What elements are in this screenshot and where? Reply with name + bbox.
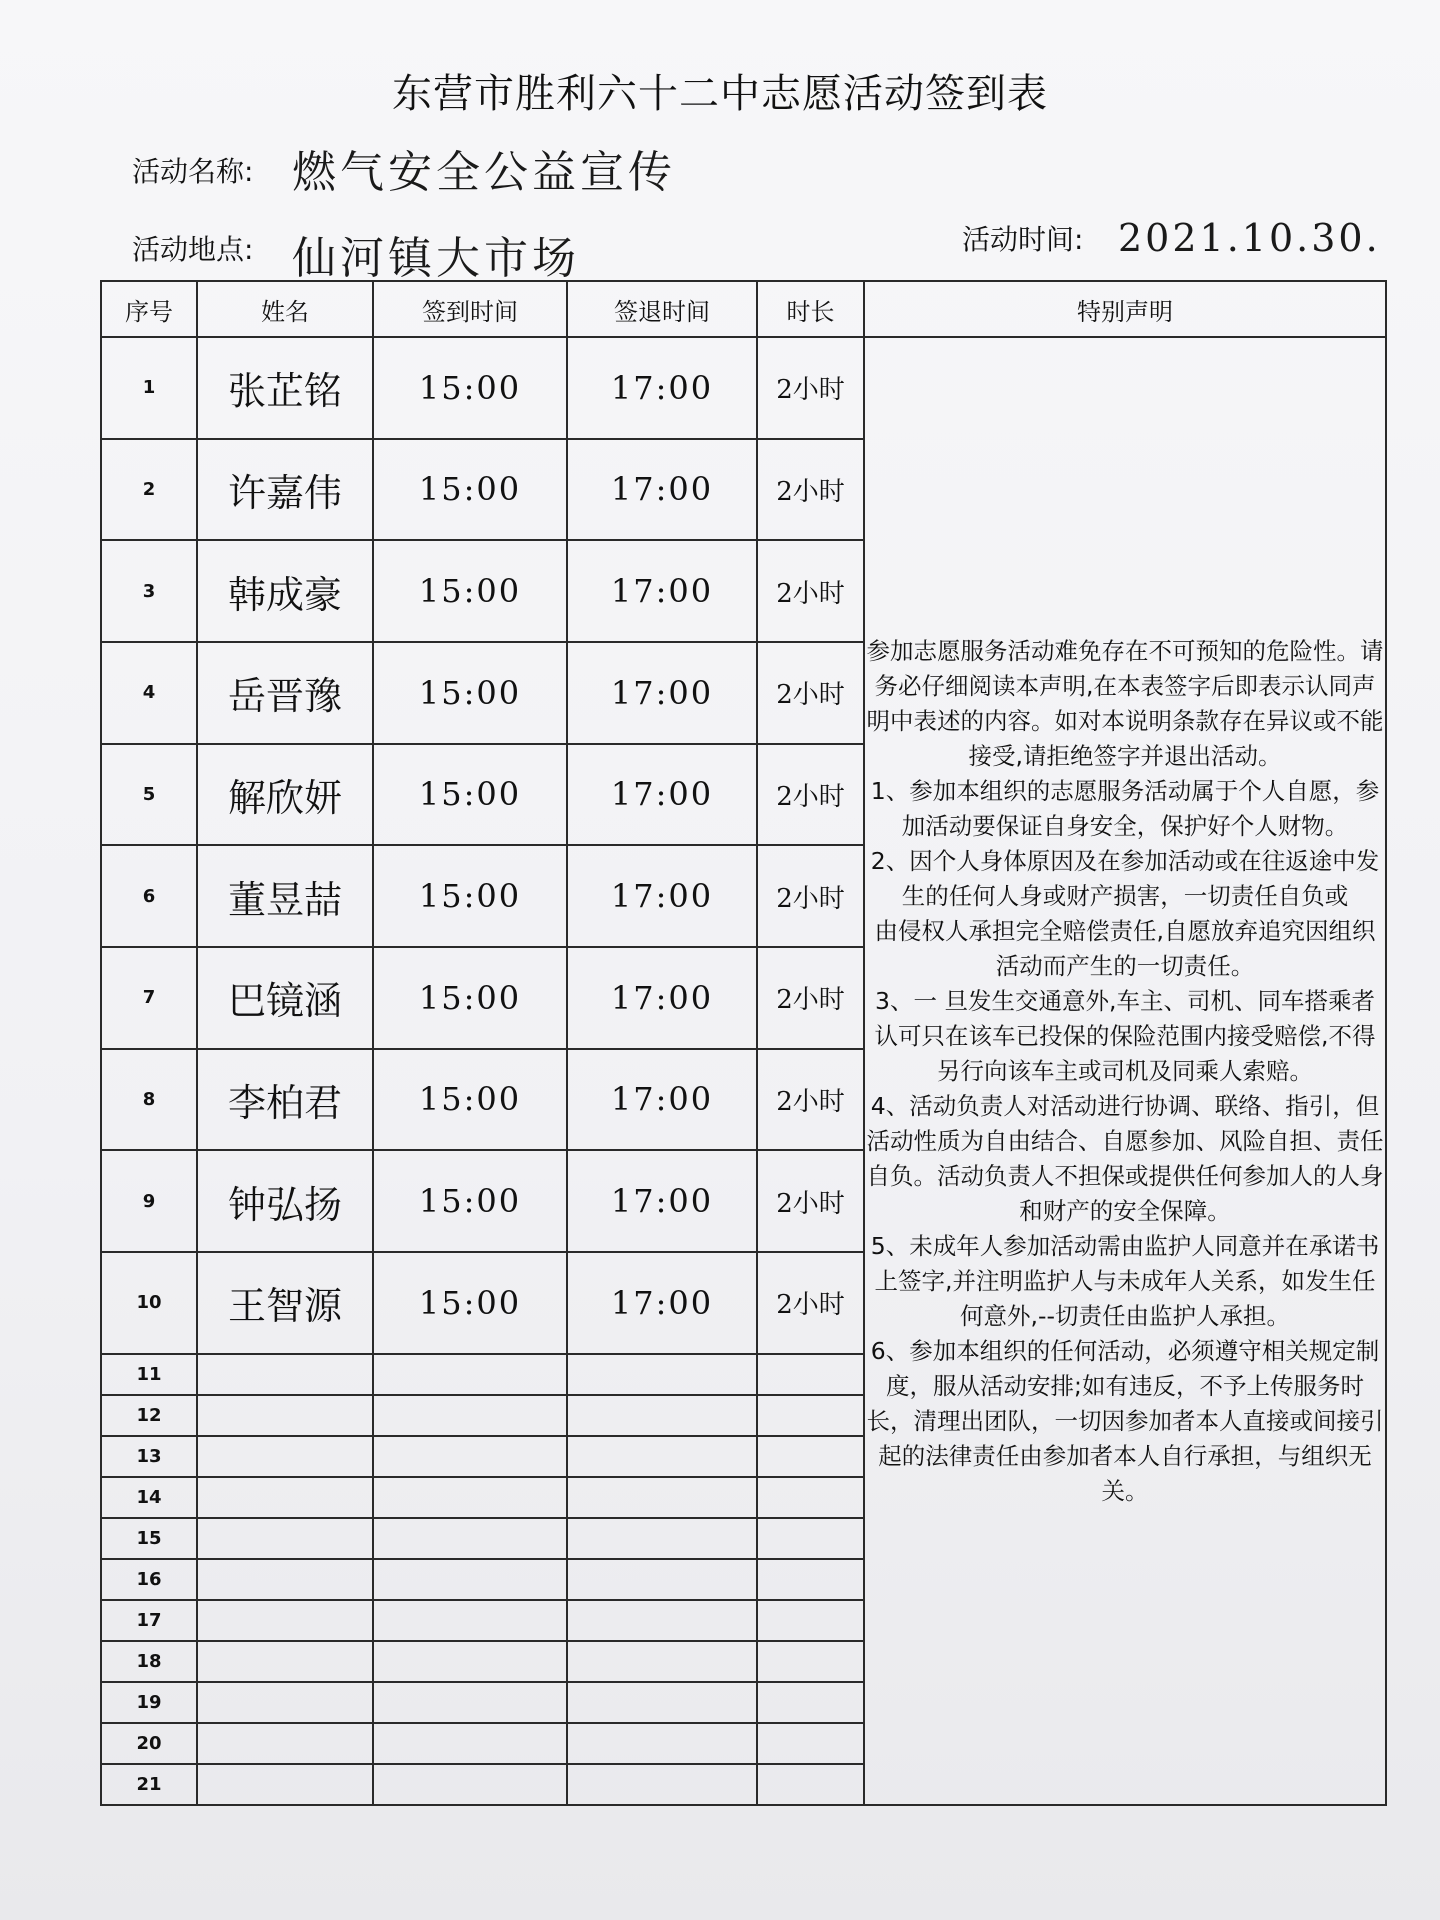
attendance-table	[100, 280, 1387, 1806]
row-sign-out-time: 17:00	[567, 1252, 757, 1354]
declaration-paragraph: 4、活动负责人对活动进行协调、联络、指引，但活动性质为自由结合、自愿参加、风险自担、责任自负。活动负责人不担保或提供任何参加人的人身和财产的安全保障。	[866, 1091, 1384, 1225]
row-sign-out-time: 17:00	[567, 947, 757, 1049]
declaration-paragraph: 5、未成年人参加活动需由监护人同意并在承诺书上签字,并注明监护人与未成年人关系，如发生任何意外,--切责任由监护人承担。	[870, 1231, 1380, 1330]
row-duration	[757, 1436, 864, 1477]
row-name: 解欣妍	[197, 744, 373, 846]
row-sign-out-time	[567, 1436, 757, 1477]
row-sign-in-time: 15:00	[373, 947, 567, 1049]
row-sign-out-time	[567, 1518, 757, 1559]
header-name: 姓名	[197, 281, 373, 337]
row-seq: 7	[101, 947, 197, 1049]
row-duration	[757, 1723, 864, 1764]
row-sign-out-time: 17:00	[567, 1150, 757, 1252]
activity-place-label: 活动地点:	[132, 233, 254, 266]
row-sign-in-time: 15:00	[373, 1049, 567, 1151]
row-seq: 14	[101, 1477, 197, 1518]
row-sign-in-time	[373, 1764, 567, 1805]
row-duration	[757, 1518, 864, 1559]
row-sign-in-time	[373, 1682, 567, 1723]
row-sign-out-time	[567, 1559, 757, 1600]
header-sign-in: 签到时间	[373, 281, 567, 337]
row-sign-in-time	[373, 1477, 567, 1518]
row-sign-out-time: 17:00	[567, 845, 757, 947]
row-sign-out-time: 17:00	[567, 337, 757, 439]
row-name	[197, 1477, 373, 1518]
row-seq: 20	[101, 1723, 197, 1764]
row-name: 张芷铭	[197, 337, 373, 439]
row-duration: 2小时	[757, 845, 864, 947]
row-duration	[757, 1641, 864, 1682]
page-title: 东营市胜利六十二中志愿活动签到表	[392, 71, 1048, 117]
row-name: 许嘉伟	[197, 439, 373, 541]
activity-name-value: 燃气安全公益宣传	[292, 147, 676, 198]
row-sign-in-time: 15:00	[373, 845, 567, 947]
row-seq: 18	[101, 1641, 197, 1682]
row-name: 王智源	[197, 1252, 373, 1354]
row-sign-out-time	[567, 1682, 757, 1723]
row-name: 李柏君	[197, 1049, 373, 1151]
row-name	[197, 1559, 373, 1600]
row-seq: 6	[101, 845, 197, 947]
row-duration	[757, 1395, 864, 1436]
row-duration: 2小时	[757, 744, 864, 846]
row-sign-out-time	[567, 1600, 757, 1641]
header-declaration: 特别声明	[864, 281, 1386, 337]
row-seq: 9	[101, 1150, 197, 1252]
row-duration: 2小时	[757, 540, 864, 642]
declaration-paragraph: 1、参加本组织的志愿服务活动属于个人自愿，参加活动要保证自身安全，保护好个人财物。	[870, 776, 1380, 840]
row-sign-out-time: 17:00	[567, 540, 757, 642]
declaration-paragraph: 6、参加本组织的任何活动，必须遵守相关规定制度，服从活动安排;如有违反，不予上传服务时长，清理出团队，一切因参加者本人直接或间接引起的法律责任由参加者本人自行承担，与组织无关。	[866, 1336, 1384, 1505]
row-duration: 2小时	[757, 439, 864, 541]
row-duration: 2小时	[757, 1049, 864, 1151]
row-sign-in-time	[373, 1600, 567, 1641]
declaration-paragraph: 3、一 旦发生交通意外,车主、司机、同车搭乘者认可只在该车已投保的保险范围内接受赔偿,不得另行向该车主或司机及同乘人索赔。	[874, 986, 1376, 1085]
row-duration	[757, 1764, 864, 1805]
row-sign-out-time: 17:00	[567, 642, 757, 744]
table-row	[101, 337, 1386, 439]
row-sign-in-time	[373, 1395, 567, 1436]
row-seq: 2	[101, 439, 197, 541]
row-duration	[757, 1354, 864, 1395]
activity-time-value: 2021.10.30.	[1118, 216, 1381, 260]
activity-place-value: 仙河镇大市场	[292, 233, 580, 284]
row-sign-in-time	[373, 1518, 567, 1559]
row-seq: 19	[101, 1682, 197, 1723]
row-name	[197, 1641, 373, 1682]
row-seq: 12	[101, 1395, 197, 1436]
row-seq: 17	[101, 1600, 197, 1641]
row-duration: 2小时	[757, 642, 864, 744]
row-sign-out-time	[567, 1764, 757, 1805]
header-duration: 时长	[757, 281, 864, 337]
row-sign-in-time	[373, 1436, 567, 1477]
row-duration	[757, 1600, 864, 1641]
row-name	[197, 1723, 373, 1764]
header-seq: 序号	[101, 281, 197, 337]
row-sign-out-time	[567, 1477, 757, 1518]
row-name: 钟弘扬	[197, 1150, 373, 1252]
row-duration: 2小时	[757, 337, 864, 439]
row-sign-out-time	[567, 1354, 757, 1395]
row-sign-in-time: 15:00	[373, 642, 567, 744]
declaration-paragraph: 参加志愿服务活动难免存在不可预知的危险性。请务必仔细阅读本声明,在本表签字后即表示认同声明中表述的内容。如对本说明条款存在异议或不能接受,请拒绝签字并退出活动。	[866, 636, 1384, 770]
special-declaration	[864, 337, 1386, 1805]
activity-name-label: 活动名称:	[132, 155, 254, 188]
row-sign-out-time	[567, 1395, 757, 1436]
row-seq: 5	[101, 744, 197, 846]
row-seq: 16	[101, 1559, 197, 1600]
row-seq: 8	[101, 1049, 197, 1151]
row-sign-out-time: 17:00	[567, 1049, 757, 1151]
row-sign-in-time: 15:00	[373, 439, 567, 541]
row-duration	[757, 1559, 864, 1600]
row-seq: 13	[101, 1436, 197, 1477]
row-name	[197, 1518, 373, 1559]
row-duration: 2小时	[757, 947, 864, 1049]
row-sign-in-time	[373, 1559, 567, 1600]
row-sign-in-time: 15:00	[373, 337, 567, 439]
declaration-paragraph: 2、因个人身体原因及在参加活动或在往返途中发生的任何人身或财产损害，一切责任自负或	[870, 846, 1380, 910]
row-sign-in-time: 15:00	[373, 744, 567, 846]
row-name	[197, 1436, 373, 1477]
table-header-row	[101, 281, 1386, 337]
row-seq: 1	[101, 337, 197, 439]
row-name	[197, 1764, 373, 1805]
row-sign-in-time	[373, 1723, 567, 1764]
row-duration: 2小时	[757, 1252, 864, 1354]
row-duration	[757, 1682, 864, 1723]
row-name: 巴镜涵	[197, 947, 373, 1049]
row-sign-in-time: 15:00	[373, 1252, 567, 1354]
row-sign-in-time	[373, 1641, 567, 1682]
row-duration	[757, 1477, 864, 1518]
header-sign-out: 签退时间	[567, 281, 757, 337]
row-name: 岳晋豫	[197, 642, 373, 744]
row-name: 董昱喆	[197, 845, 373, 947]
row-sign-out-time: 17:00	[567, 439, 757, 541]
row-name: 韩成豪	[197, 540, 373, 642]
row-name	[197, 1395, 373, 1436]
row-name	[197, 1354, 373, 1395]
row-sign-out-time: 17:00	[567, 744, 757, 846]
row-seq: 15	[101, 1518, 197, 1559]
row-sign-out-time	[567, 1641, 757, 1682]
row-seq: 11	[101, 1354, 197, 1395]
row-seq: 10	[101, 1252, 197, 1354]
activity-time-label: 活动时间:	[962, 223, 1084, 256]
row-seq: 4	[101, 642, 197, 744]
row-name	[197, 1682, 373, 1723]
row-sign-in-time: 15:00	[373, 1150, 567, 1252]
row-seq: 3	[101, 540, 197, 642]
declaration-paragraph: 由侵权人承担完全赔偿责任,自愿放弃追究因组织活动而产生的一切责任。	[874, 916, 1376, 980]
row-seq: 21	[101, 1764, 197, 1805]
row-sign-out-time	[567, 1723, 757, 1764]
row-duration: 2小时	[757, 1150, 864, 1252]
row-sign-in-time	[373, 1354, 567, 1395]
row-name	[197, 1600, 373, 1641]
row-sign-in-time: 15:00	[373, 540, 567, 642]
